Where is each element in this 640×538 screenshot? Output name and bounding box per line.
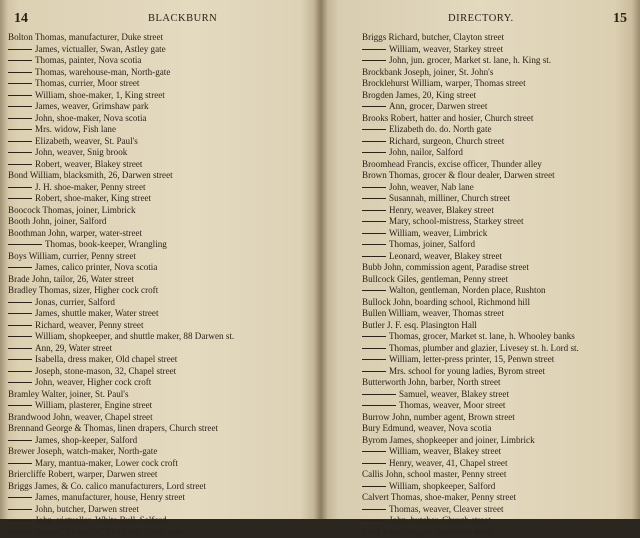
directory-entry [362, 377, 638, 389]
directory-entry [362, 423, 638, 435]
directory-entry [8, 32, 316, 44]
directory-entry [362, 492, 638, 504]
entry-text: James, manufacturer, house, Henry street [35, 492, 185, 502]
entry-text: Bramley Walter, joiner, St. Paul's [8, 389, 128, 399]
entry-text: Thomas, weaver, Moor street [399, 400, 505, 410]
entry-text: James, calico printer, Nova scotia [35, 262, 157, 272]
directory-entry [362, 159, 638, 171]
directory-entry [8, 320, 316, 332]
directory-entry [362, 136, 638, 148]
directory-entry [8, 527, 316, 538]
directory-entry [362, 400, 638, 412]
ditto-dash [8, 83, 32, 84]
entry-text: Bradley Thomas, sizer, Higher cock croft [8, 285, 158, 295]
ditto-dash [362, 486, 386, 487]
ditto-dash [8, 405, 32, 406]
entry-text: Mrs. widow, Fish lane [35, 124, 116, 134]
ditto-dash [8, 244, 42, 245]
entry-text: Samuel, victualler, Red Lion, North gate [35, 527, 183, 537]
directory-entry [8, 159, 316, 171]
entry-text: Brogden James, 20, King street [362, 90, 476, 100]
entry-text: Jonas, currier, Salford [35, 297, 115, 307]
entry-text: Isabella, dress maker, Old chapel street [35, 354, 177, 364]
entry-text: Elizabeth do. do. North gate [389, 124, 492, 134]
ditto-dash [8, 348, 32, 349]
directory-entry [362, 354, 638, 366]
directory-entry [8, 285, 316, 297]
entry-text: Mary, mantua-maker, Lower cock croft [35, 458, 178, 468]
directory-entry [8, 193, 316, 205]
entry-text: William, weaver, Limbrick [389, 228, 487, 238]
ditto-dash [8, 382, 32, 383]
entry-text: James, weaver, Grimshaw park [35, 101, 149, 111]
directory-entry [8, 331, 316, 343]
directory-entry [8, 458, 316, 470]
entry-text: Thomas, painter, Nova scotia [35, 55, 141, 65]
directory-entry [8, 469, 316, 481]
ditto-dash [8, 106, 32, 107]
directory-entry [8, 412, 316, 424]
entry-text: Richard, surgeon, Church street [389, 136, 504, 146]
directory-entry [362, 285, 638, 297]
ditto-dash [362, 394, 396, 395]
entry-text: Robert, shoe-maker, King street [35, 193, 151, 203]
ditto-dash [362, 348, 386, 349]
entry-text: Thomas, warehouse-man, North-gate [35, 67, 170, 77]
ditto-dash [8, 60, 32, 61]
directory-entry [8, 205, 316, 217]
directory-entry [362, 55, 638, 67]
entry-text: Briggs James, & Co. calico manufacturers, Lord street [8, 481, 206, 491]
ditto-dash [362, 509, 386, 510]
directory-entry [362, 469, 638, 481]
entry-text: John, weaver, Snig brook [35, 147, 127, 157]
directory-entry [362, 90, 638, 102]
right-page [326, 0, 640, 519]
ditto-dash [362, 336, 386, 337]
directory-entry [362, 193, 638, 205]
directory-entry [8, 389, 316, 401]
entry-text: Booth John, joiner, Salford [8, 216, 106, 226]
directory-entry [8, 492, 316, 504]
entry-text: William, shopkeeper, and shuttle maker, 88 Darwen st. [35, 331, 234, 341]
entry-text: John, butcher, Church street [389, 515, 491, 525]
directory-entry [362, 262, 638, 274]
entry-text: Susannah, milliner, Church street [389, 193, 510, 203]
entry-text: Callis John, school master, Penny street [362, 469, 506, 479]
page-number-right: 15 [613, 11, 627, 27]
entry-text: Calvert Thomas, shoe-maker, Penny street [362, 492, 516, 502]
ditto-dash [8, 95, 32, 96]
entry-text: Brennand George & Thomas, linen drapers, Church street [8, 423, 218, 433]
entry-text: Boocock Thomas, joiner, Limbrick [8, 205, 136, 215]
ditto-dash [362, 187, 386, 188]
ditto-dash [8, 118, 32, 119]
entry-text: Boys William, currier, Penny street [8, 251, 136, 261]
entry-text: James, shop-keeper, Salford [35, 435, 137, 445]
directory-entry [8, 136, 316, 148]
ditto-dash [362, 463, 386, 464]
directory-entry [8, 124, 316, 136]
entry-text: Walton, gentleman, Norden place, Rushton [389, 285, 546, 295]
entry-text: John, jun. grocer, Market st. lane, h. King st. [389, 55, 551, 65]
entry-text: William, shopkeeper, Salford [389, 481, 495, 491]
directory-entry [362, 481, 638, 493]
directory-entry [362, 297, 638, 309]
directory-entry [8, 343, 316, 355]
entry-text: William, weaver, Starkey street [389, 44, 503, 54]
directory-entry [362, 389, 638, 401]
entry-text: John, weaver, Nab lane [389, 182, 474, 192]
directory-entry [362, 205, 638, 217]
entry-text: William, plasterer, Engine street [35, 400, 152, 410]
entry-text: Henry, weaver, Blakey street [389, 205, 494, 215]
directory-entry [8, 113, 316, 125]
entry-text: Thomas, book-keeper, Wrangling [45, 239, 167, 249]
entry-text: Burrow John, number agent, Brown street [362, 412, 515, 422]
ditto-dash [362, 198, 386, 199]
directory-entry [8, 216, 316, 228]
directory-entry [8, 78, 316, 90]
entry-text: John, butcher, Darwen street [35, 504, 139, 514]
directory-entry [8, 44, 316, 56]
directory-entry [362, 251, 638, 263]
entry-text: Mary, school-mistress, Starkey street [389, 216, 524, 226]
directory-entry [8, 239, 316, 251]
ditto-dash [362, 106, 386, 107]
entry-text: William, letter-press printer, 15, Penwn street [389, 354, 554, 364]
entry-text: Ann, grocer, Darwen street [389, 101, 487, 111]
ditto-dash [8, 359, 32, 360]
directory-entry [8, 101, 316, 113]
entry-text: Henry, weaver, 41, Chapel street [389, 458, 507, 468]
entry-text: Elizabeth, weaver, St. Paul's [35, 136, 138, 146]
directory-entry [8, 262, 316, 274]
entry-text: Robert, weaver, Blakey street [35, 159, 142, 169]
entry-text: Bubb John, commission agent, Paradise street [362, 262, 529, 272]
ditto-dash [8, 129, 32, 130]
directory-entry [8, 423, 316, 435]
ditto-dash [362, 141, 386, 142]
ditto-dash [8, 141, 32, 142]
directory-entry [362, 101, 638, 113]
ditto-dash [8, 302, 32, 303]
entry-text: Butterworth John, barber, North street [362, 377, 501, 387]
entry-text: Joseph, stone-mason, 32, Chapel street [35, 366, 176, 376]
entry-text: John, shoe-maker, Nova scotia [35, 113, 147, 123]
directory-entry [362, 228, 638, 240]
entry-text: James, victualler, Swan, Astley gate [35, 44, 166, 54]
directory-entry [362, 366, 638, 378]
directory-entry [8, 504, 316, 516]
ditto-dash [362, 256, 386, 257]
directory-entry [362, 32, 638, 44]
entry-text: Bond William, blacksmith, 26, Darwen street [8, 170, 173, 180]
ditto-dash [8, 463, 32, 464]
entry-text: Card John, clogger, Bradshaw street [362, 527, 493, 537]
directory-entry [362, 44, 638, 56]
directory-entry [362, 527, 638, 538]
directory-entry [362, 331, 638, 343]
directory-list-right [362, 32, 638, 538]
directory-list-left [8, 32, 316, 538]
directory-entry [362, 435, 638, 447]
entry-text: Brade John, tailor, 26, Water street [8, 274, 134, 284]
directory-entry [362, 412, 638, 424]
directory-entry [8, 400, 316, 412]
directory-entry [8, 182, 316, 194]
page-number-left: 14 [14, 11, 28, 27]
ditto-dash [8, 198, 32, 199]
directory-entry [362, 458, 638, 470]
directory-entry [8, 481, 316, 493]
entry-text: Brewer Joseph, watch-maker, North-gate [8, 446, 157, 456]
ditto-dash [8, 371, 32, 372]
directory-entry [8, 147, 316, 159]
ditto-dash [362, 451, 386, 452]
ditto-dash [362, 60, 386, 61]
entry-text: Leonard, weaver, Blakey street [389, 251, 502, 261]
directory-entry [8, 366, 316, 378]
ditto-dash [362, 371, 386, 372]
entry-text: William, weaver, Blakey street [389, 446, 501, 456]
entry-text: Boothman John, warper, water-street [8, 228, 142, 238]
directory-entry [8, 251, 316, 263]
directory-entry [362, 113, 638, 125]
directory-entry [8, 274, 316, 286]
ditto-dash [362, 233, 386, 234]
directory-entry [362, 78, 638, 90]
ditto-dash [362, 221, 386, 222]
directory-entry [362, 170, 638, 182]
ditto-dash [8, 440, 32, 441]
entry-text: Bullcock Giles, gentleman, Penny street [362, 274, 508, 284]
ditto-dash [8, 520, 32, 521]
entry-text: John, nailor, Salford [389, 147, 463, 157]
entry-text: Byrom James, shopkeeper and joiner, Limbrick [362, 435, 535, 445]
entry-text: Brown Thomas, grocer & flour dealer, Darwen street [362, 170, 555, 180]
entry-text: John, victualler, White Bull, Salford [35, 515, 167, 525]
ditto-dash [362, 359, 386, 360]
directory-entry [362, 515, 638, 527]
ditto-dash [8, 164, 32, 165]
directory-entry [8, 354, 316, 366]
directory-entry [362, 343, 638, 355]
ditto-dash [8, 267, 32, 268]
entry-text: Thomas, joiner, Salford [389, 239, 475, 249]
directory-entry [8, 90, 316, 102]
entry-text: Brockbank Joseph, joiner, St. John's [362, 67, 493, 77]
ditto-dash [8, 336, 32, 337]
entry-text: Brocklehurst William, warper, Thomas street [362, 78, 526, 88]
ditto-dash [8, 49, 32, 50]
entry-text: Samuel, weaver, Blakey street [399, 389, 509, 399]
ditto-dash [362, 244, 386, 245]
entry-text: Brandwood John, weaver, Chapel street [8, 412, 153, 422]
entry-text: Thomas, plumber and glazier, Livesey st. h. Lord st. [389, 343, 579, 353]
directory-entry [8, 228, 316, 240]
directory-entry [362, 147, 638, 159]
ditto-dash [8, 509, 32, 510]
ditto-dash [362, 520, 386, 521]
directory-entry [8, 446, 316, 458]
ditto-dash [362, 152, 386, 153]
entry-text: Mrs. school for young ladies, Byrom street [389, 366, 545, 376]
directory-entry [362, 124, 638, 136]
directory-entry [362, 446, 638, 458]
ditto-dash [362, 210, 386, 211]
directory-entry [362, 274, 638, 286]
directory-entry [362, 320, 638, 332]
ditto-dash [362, 129, 386, 130]
entry-text: Broomhead Francis, excise officer, Thunder alley [362, 159, 542, 169]
entry-text: Bury Edmund, weaver, Nova scotia [362, 423, 491, 433]
ditto-dash [8, 532, 32, 533]
ditto-dash [362, 405, 396, 406]
directory-entry [8, 377, 316, 389]
entry-text: Thomas, grocer, Market st. lane, h. Whooley banks [389, 331, 575, 341]
entry-text: Thomas, currier, Moor street [35, 78, 139, 88]
ditto-dash [362, 49, 386, 50]
entry-text: Richard, weaver, Penny street [35, 320, 143, 330]
entry-text: Bolton Thomas, manufacturer, Duke street [8, 32, 163, 42]
ditto-dash [8, 187, 32, 188]
entry-text: Thomas, weaver, Cleaver street [389, 504, 504, 514]
running-head-left: BLACKBURN [148, 13, 217, 24]
directory-entry [362, 216, 638, 228]
entry-text: J. H. shoe-maker, Penny street [35, 182, 146, 192]
left-page [0, 0, 318, 519]
entry-text: John, weaver, Higher cock croft [35, 377, 151, 387]
directory-entry [8, 170, 316, 182]
running-head-right: DIRECTORY. [448, 13, 514, 24]
entry-text: James, shuttle maker, Water street [35, 308, 158, 318]
directory-entry [8, 67, 316, 79]
entry-text: Briggs Richard, butcher, Clayton street [362, 32, 504, 42]
directory-entry [8, 435, 316, 447]
directory-entry [362, 504, 638, 516]
entry-text: Brooks Robert, hatter and hosier, Church street [362, 113, 533, 123]
directory-entry [362, 182, 638, 194]
entry-text: Butler J. F. esq. Plasington Hall [362, 320, 477, 330]
ditto-dash [8, 313, 32, 314]
directory-entry [362, 67, 638, 79]
directory-entry [8, 515, 316, 527]
directory-entry [8, 297, 316, 309]
entry-text: Ann, 29, Water street [35, 343, 112, 353]
directory-entry [362, 308, 638, 320]
entry-text: Bullen William, weaver, Thomas street [362, 308, 504, 318]
entry-text: Briercliffe Robert, warper, Darwen street [8, 469, 157, 479]
ditto-dash [8, 152, 32, 153]
directory-entry [8, 55, 316, 67]
ditto-dash [8, 497, 32, 498]
entry-text: Bullock John, boarding school, Richmond hill [362, 297, 530, 307]
entry-text: William, shoe-maker, 1, King street [35, 90, 165, 100]
ditto-dash [8, 325, 32, 326]
ditto-dash [8, 72, 32, 73]
directory-entry [8, 308, 316, 320]
ditto-dash [362, 290, 386, 291]
directory-entry [362, 239, 638, 251]
